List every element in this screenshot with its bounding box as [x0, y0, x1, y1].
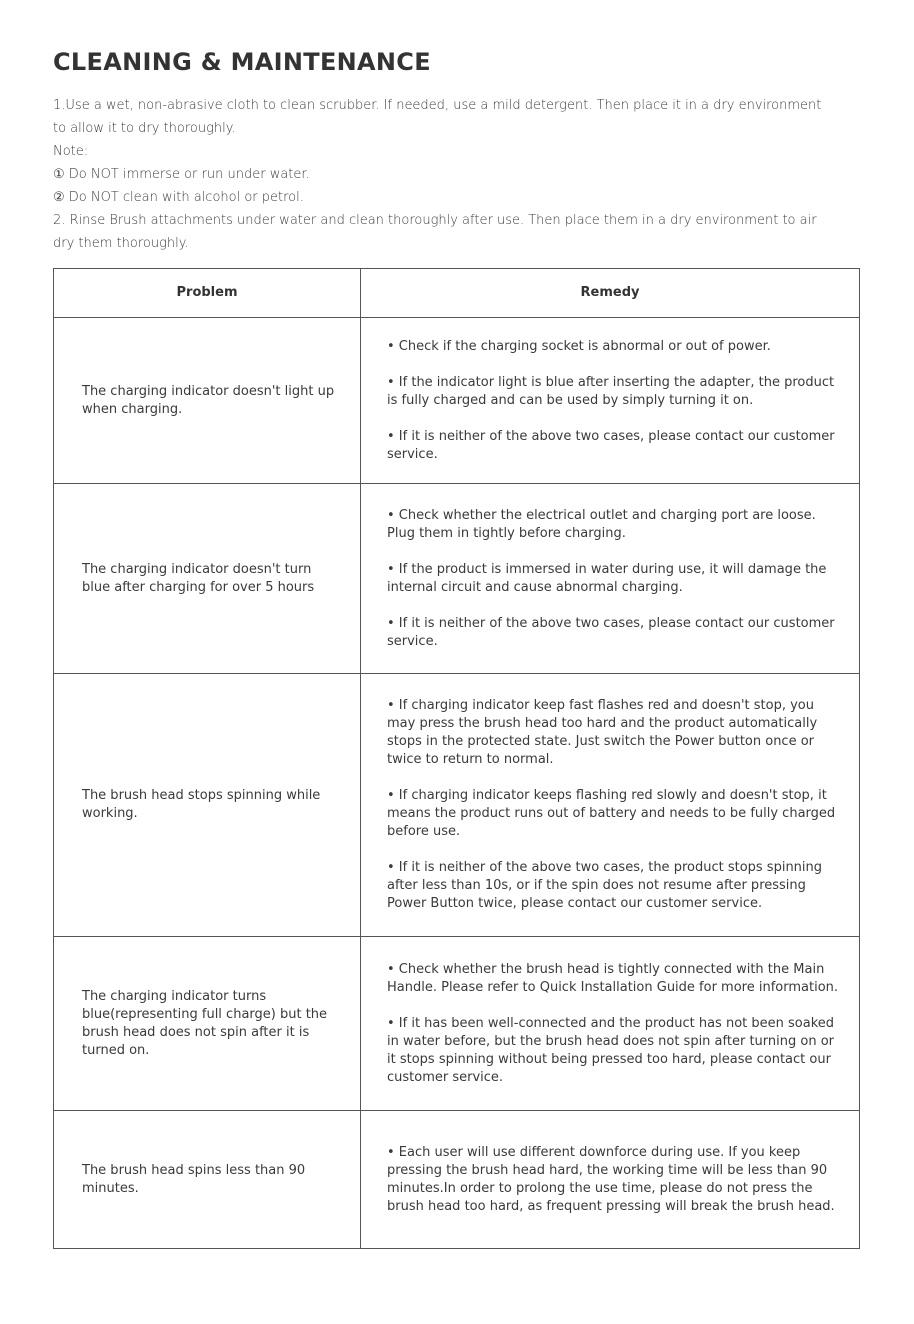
table-row — [54, 936, 859, 1110]
remedy-cell — [361, 937, 859, 1110]
intro-line: Note: — [53, 144, 89, 159]
problem-cell — [54, 1111, 361, 1248]
remedy-item: • If it is neither of the above two cases, please contact our customer service. — [387, 428, 835, 462]
problem-text: The brush head stops spinning while working. — [82, 788, 321, 821]
remedy-item: • If the indicator light is blue after inserting the adapter, the product is fully charged and can be used by simply turning it on. — [387, 374, 835, 408]
intro-text — [53, 94, 868, 255]
header-remedy: Remedy — [580, 285, 640, 300]
table-row — [54, 673, 859, 936]
intro-line: 1.Use a wet, non-abrasive cloth to clean scrubber. If needed, use a mild detergent. Then place it in a dry environment — [53, 98, 822, 113]
intro-line: to allow it to dry thoroughly. — [53, 121, 236, 136]
remedy-item: • Each user will use different downforce during use. If you keep pressing the brush head hard, the working time will be less than 90 minutes.In order to prolong the use time, please do not press the brush head too hard, as frequent pressing will break the brush head. — [387, 1144, 835, 1214]
remedy-item: • If the product is immersed in water during use, it will damage the internal circuit and cause abnormal charging. — [387, 561, 827, 595]
table-row — [54, 483, 859, 673]
remedy-item: • If charging indicator keep fast flashes red and doesn't stop, you may press the brush head too hard and the product automatically stops in the protected state. Just switch the Power button once or twice to return to normal. — [387, 698, 818, 767]
header-problem: Problem — [54, 269, 361, 317]
problem-text: The charging indicator doesn't light up when charging. — [82, 383, 335, 417]
remedy-item: • If it has been well-connected and the product has not been soaked in water before, but the brush head does not spin after turning on or it stops spinning without being pressed too hard, please contact our customer service. — [387, 1015, 835, 1085]
remedy-item: • Check if the charging socket is abnormal or out of power. — [387, 338, 771, 354]
intro-line: ① Do NOT immerse or run under water. — [53, 167, 310, 182]
problem-cell — [54, 937, 361, 1110]
remedy-item: • If it is neither of the above two cases, please contact our customer service. — [387, 615, 835, 649]
problem-text: The brush head spins less than 90 minutes. — [82, 1162, 306, 1196]
remedy-cell — [361, 318, 859, 483]
table-row — [54, 317, 859, 483]
troubleshooting-table — [53, 268, 860, 1249]
remedy-cell — [361, 674, 859, 936]
remedy-cell — [361, 1111, 859, 1248]
problem-cell — [54, 674, 361, 936]
table-header-row — [54, 269, 859, 317]
intro-line: dry them thoroughly. — [53, 236, 189, 251]
intro-line: ② Do NOT clean with alcohol or petrol. — [53, 190, 304, 205]
intro-line: 2. Rinse Brush attachments under water and clean thoroughly after use. Then place them in a dry environment to air — [53, 213, 817, 228]
table-row — [54, 1110, 859, 1248]
remedy-item: • Check whether the electrical outlet and charging port are loose. Plug them in tightly before charging. — [387, 507, 816, 541]
problem-cell — [54, 318, 361, 483]
remedy-item: • If charging indicator keeps flashing red slowly and doesn't stop, it means the product runs out of battery and needs to be fully charged before use. — [387, 788, 836, 839]
remedy-cell — [361, 484, 859, 673]
problem-text: The charging indicator turns blue(representing full charge) but the brush head does not spin after it is turned on. — [82, 988, 328, 1058]
problem-cell — [54, 484, 361, 673]
page-title: CLEANING & MAINTENANCE — [53, 48, 431, 76]
remedy-item: • Check whether the brush head is tightly connected with the Main Handle. Please refer to Quick Installation Guide for more information. — [387, 961, 839, 995]
problem-text: The charging indicator doesn't turn blue after charging for over 5 hours — [82, 561, 315, 595]
remedy-item: • If it is neither of the above two cases, the product stops spinning after less than 10s, or if the spin does not resume after pressing Power Button twice, please contact our customer service. — [387, 860, 823, 911]
